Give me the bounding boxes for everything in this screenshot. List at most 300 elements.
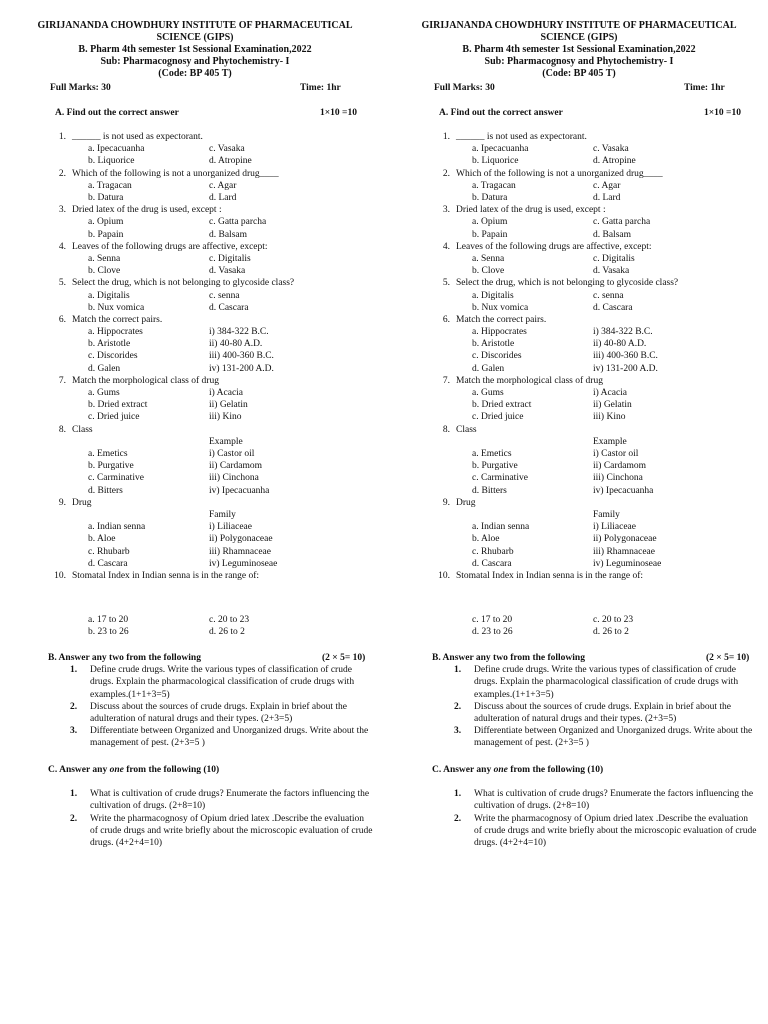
- question: [436, 375, 756, 387]
- option-right: ii) 40-80 A.D.: [209, 339, 263, 350]
- question-number: 8.: [442, 424, 450, 435]
- section-c-item: [432, 813, 757, 850]
- option-right: i) Acacia: [209, 388, 244, 399]
- question-number: 5.: [442, 278, 450, 289]
- item-text: Discuss about the sources of crude drugs. Explain in brief about the adulteration of natural drugs and their types. (2+3=5): [90, 701, 347, 725]
- option-right: d. Atropine: [209, 156, 252, 167]
- section-c-title: [48, 764, 373, 776]
- option-right: d. 26 to 2: [593, 627, 629, 638]
- section-c-item: [48, 788, 373, 812]
- header-line5: (Code: BP 405 T): [158, 68, 232, 79]
- option-right: ii) 40-80 A.D.: [593, 339, 647, 350]
- option-left: b. Papain: [88, 229, 124, 240]
- option-right: i) 384-322 B.C.: [209, 327, 269, 338]
- option-row: [52, 387, 372, 399]
- option-left: a. Opium: [88, 217, 124, 228]
- option-row: [436, 411, 756, 423]
- option-left: b. Nux vomica: [472, 302, 529, 313]
- question-text: Select the drug, which is not belonging to glycoside class?: [456, 278, 679, 289]
- header-line5: (Code: BP 405 T): [542, 68, 616, 79]
- question-number: 3.: [58, 205, 66, 216]
- question-text: Match the morphological class of drug: [456, 375, 603, 386]
- option-left: a. Digitalis: [472, 290, 514, 301]
- option-right: c. senna: [593, 290, 624, 301]
- question: [436, 131, 756, 143]
- option-right: c. senna: [209, 290, 240, 301]
- option-left: d. 23 to 26: [472, 627, 513, 638]
- option-right: iii) Kino: [593, 412, 626, 423]
- option-right: c. Gatta parcha: [209, 217, 267, 228]
- question-number: 9.: [58, 497, 66, 508]
- header-line1: GIRIJANANDA CHOWDHURY INSTITUTE OF PHARMACEUTICAL: [421, 20, 737, 31]
- option-right: c. Vasaka: [209, 144, 245, 155]
- option-right: iii) 400-360 B.C.: [593, 351, 658, 362]
- item-text: Differentiate between Organized and Unorganized drugs. Write about the management of pest. (2+3=5 ): [90, 726, 369, 749]
- option-left: c. Discorides: [472, 351, 522, 362]
- option-row: [52, 411, 372, 423]
- question-list: [436, 131, 756, 582]
- option-left: a. Hippocrates: [88, 327, 143, 338]
- option-row: [52, 546, 372, 558]
- option-right: c. Digitalis: [209, 253, 251, 264]
- option-right: Family: [593, 509, 620, 520]
- option-left: d. Cascara: [88, 558, 128, 569]
- item-text: What is cultivation of crude drugs? Enumerate the factors influencing the cultivation of drugs. (2+8=10): [474, 789, 754, 812]
- option-right: iii) Kino: [209, 412, 242, 423]
- question-number: 5.: [58, 278, 66, 289]
- option-row: [52, 558, 372, 570]
- full-marks: Full Marks: 30: [50, 83, 111, 93]
- option-right: iv) 131-200 A.D.: [593, 363, 658, 374]
- option-left: a. Indian senna: [88, 522, 146, 533]
- option-right: c. Agar: [593, 180, 621, 191]
- question: [52, 241, 372, 253]
- option-left: a. Emetics: [88, 449, 128, 459]
- option-left: b. Aloe: [472, 534, 500, 545]
- option-right: i) Liliaceae: [593, 522, 636, 533]
- option-right: d. Balsam: [209, 229, 247, 240]
- option-right: iv) 131-200 A.D.: [209, 363, 274, 374]
- option-right: d. Balsam: [593, 229, 631, 240]
- question-text: Match the correct pairs.: [456, 314, 547, 325]
- question-number: 7.: [58, 375, 66, 386]
- option-row: [52, 253, 372, 265]
- q10-options: [52, 614, 372, 638]
- option-left: a. 17 to 20: [88, 615, 129, 625]
- section-c-heading-post: from the following (10): [507, 765, 604, 775]
- section-c-item: [432, 788, 757, 812]
- question-number: 3.: [442, 205, 450, 216]
- option-left: a. Senna: [472, 253, 505, 264]
- header-line3: B. Pharm 4th semester 1st Sessional Examination,2022: [462, 44, 696, 55]
- option-row: [436, 350, 756, 362]
- item-text: Write the pharmacognosy of Opium dried latex .Describe the evaluation of crude drugs and write briefly about the microscopic evaluation of crude drugs. (4+2+4=10): [90, 813, 373, 849]
- section-a-heading: A. Find out the correct answer: [439, 108, 563, 118]
- option-row: [52, 509, 372, 521]
- option-right: d. 26 to 2: [209, 627, 245, 638]
- section-c-heading-em: one: [493, 765, 508, 775]
- option-row: [436, 614, 756, 626]
- question-number: 6.: [58, 314, 66, 325]
- exam-time: Time: 1hr: [684, 83, 725, 93]
- item-number: 2.: [70, 813, 78, 824]
- option-right: iii) Cinchona: [209, 473, 259, 484]
- option-left: c. Dried juice: [88, 412, 140, 423]
- option-left: c. Rhubarb: [472, 546, 514, 557]
- question-number: 9.: [442, 497, 450, 508]
- option-row: [52, 448, 372, 460]
- header-line2: SCIENCE (GIPS): [540, 32, 618, 43]
- section-b-heading: B. Answer any two from the following: [48, 653, 201, 663]
- question-text: Drug: [72, 497, 92, 508]
- question: [436, 424, 756, 436]
- question-text: Leaves of the following drugs are affective, except:: [456, 241, 652, 252]
- option-left: b. Aloe: [88, 534, 116, 545]
- option-row: [52, 399, 372, 411]
- exam-time: Time: 1hr: [300, 83, 341, 93]
- option-right: d. Atropine: [593, 156, 636, 167]
- option-left: b. Liquorice: [472, 156, 519, 167]
- option-row: [52, 626, 372, 638]
- option-right: iii) 400-360 B.C.: [209, 351, 274, 362]
- item-number: 1.: [70, 789, 78, 800]
- item-text: Write the pharmacognosy of Opium dried latex .Describe the evaluation of crude drugs and write briefly about the microscopic evaluation of crude drugs. (4+2+4=10): [474, 813, 757, 849]
- option-left: b. Datura: [472, 192, 508, 203]
- item-number: 2.: [454, 701, 462, 712]
- option-row: [52, 143, 372, 155]
- option-row: [52, 472, 372, 484]
- option-right: ii) Cardamom: [209, 461, 263, 472]
- section-a-heading: A. Find out the correct answer: [55, 108, 179, 118]
- option-right: iv) Ipecacuanha: [593, 485, 654, 496]
- section-b: [432, 652, 757, 750]
- option-left: a. Tragacan: [472, 180, 516, 191]
- option-right: c. Gatta parcha: [593, 217, 651, 228]
- option-row: [52, 460, 372, 472]
- option-row: [436, 626, 756, 638]
- option-row: [436, 229, 756, 241]
- section-b-title: [48, 652, 373, 664]
- option-row: [436, 192, 756, 204]
- item-text: What is cultivation of crude drugs? Enumerate the factors influencing the cultivation of drugs. (2+8=10): [90, 789, 370, 812]
- section-a-title: [55, 108, 357, 118]
- option-right: d. Lard: [209, 192, 237, 203]
- option-row: [52, 229, 372, 241]
- option-row: [52, 533, 372, 545]
- option-left: d. Bitters: [88, 485, 123, 496]
- question-number: 4.: [58, 241, 66, 252]
- option-left: a. Hippocrates: [472, 327, 527, 338]
- option-left: a. Digitalis: [88, 290, 130, 301]
- question-number: 8.: [58, 424, 66, 435]
- option-row: [436, 521, 756, 533]
- option-left: a. Emetics: [472, 449, 512, 459]
- item-text: Discuss about the sources of crude drugs. Explain in brief about the adulteration of natural drugs and their types. (2+3=5): [474, 701, 731, 725]
- option-row: [436, 472, 756, 484]
- option-left: b. Clove: [472, 266, 505, 277]
- item-number: 1.: [454, 665, 462, 676]
- option-left: b. 23 to 26: [88, 627, 129, 638]
- section-b-item: [48, 664, 373, 701]
- option-row: [436, 155, 756, 167]
- section-b-item: [48, 725, 373, 749]
- section-c-item: [48, 813, 373, 850]
- option-row: [436, 302, 756, 314]
- question: [436, 204, 756, 216]
- section-b-title: [432, 652, 757, 664]
- question-number: 4.: [442, 241, 450, 252]
- question: [52, 570, 372, 582]
- option-right: iii) Rhamnaceae: [593, 546, 655, 557]
- item-text: Define crude drugs. Write the various types of classification of crude drugs. Explain the pharmacological classification of crude drugs with examples.(1+1+3=5): [474, 665, 739, 700]
- question-text: ______ is not used as expectorant.: [456, 132, 587, 142]
- section-c-heading-pre: C. Answer any: [48, 765, 110, 775]
- option-row: [52, 521, 372, 533]
- option-right: Family: [209, 509, 236, 520]
- option-left: d. Bitters: [472, 485, 507, 496]
- option-row: [436, 180, 756, 192]
- section-a-marks: 1×10 =10: [704, 108, 741, 118]
- option-row: [52, 436, 372, 448]
- item-number: 3.: [70, 726, 78, 737]
- option-left: a. Tragacan: [88, 180, 132, 191]
- question-text: ______ is not used as expectorant.: [72, 132, 203, 142]
- option-row: [436, 509, 756, 521]
- option-right: iii) Cinchona: [593, 473, 643, 484]
- option-row: [436, 546, 756, 558]
- option-right: c. Agar: [209, 180, 237, 191]
- option-row: [436, 338, 756, 350]
- option-row: [436, 290, 756, 302]
- section-c-heading-em: one: [109, 765, 124, 775]
- option-right: i) Castor oil: [209, 449, 255, 459]
- option-left: c. Discorides: [88, 351, 138, 362]
- option-left: b. Papain: [472, 229, 508, 240]
- option-row: [436, 399, 756, 411]
- option-left: c. Dried juice: [472, 412, 524, 423]
- section-b-marks: (2 × 5= 10): [706, 653, 750, 663]
- section-c-heading-post: from the following (10): [123, 765, 220, 775]
- item-text: Differentiate between Organized and Unorganized drugs. Write about the management of pest. (2+3=5 ): [474, 726, 753, 749]
- option-row: [52, 180, 372, 192]
- option-right: ii) Cardamom: [593, 461, 647, 472]
- option-right: ii) Gelatin: [209, 400, 248, 411]
- option-row: [436, 485, 756, 497]
- option-row: [52, 155, 372, 167]
- option-right: iv) Leguminoseae: [593, 558, 662, 569]
- question-text: Which of the following is not a unorganized drug____: [72, 168, 279, 179]
- item-number: 3.: [454, 726, 462, 737]
- option-right: iv) Leguminoseae: [209, 558, 278, 569]
- option-left: b. Aristotle: [88, 339, 131, 350]
- section-b-item: [432, 701, 757, 725]
- section-b-item: [48, 701, 373, 725]
- question: [436, 241, 756, 253]
- option-row: [52, 326, 372, 338]
- option-right: d. Vasaka: [209, 266, 246, 277]
- option-right: ii) Polygonaceae: [209, 534, 273, 545]
- question-number: 7.: [442, 375, 450, 386]
- option-row: [436, 363, 756, 375]
- option-left: b. Dried extract: [88, 400, 148, 411]
- question-text: Which of the following is not a unorganized drug____: [456, 168, 663, 179]
- section-b-marks: (2 × 5= 10): [322, 653, 366, 663]
- question: [436, 497, 756, 509]
- question-number: 2.: [58, 168, 66, 179]
- section-c: [48, 764, 373, 849]
- header-line3: B. Pharm 4th semester 1st Sessional Examination,2022: [78, 44, 312, 55]
- option-row: [436, 265, 756, 277]
- option-left: d. Galen: [472, 363, 505, 374]
- option-right: Example: [209, 436, 243, 447]
- option-right: d. Lard: [593, 192, 621, 203]
- question: [52, 497, 372, 509]
- option-left: b. Datura: [88, 192, 124, 203]
- section-b: [48, 652, 373, 750]
- option-row: [436, 533, 756, 545]
- question: [52, 131, 372, 143]
- option-left: b. Purgative: [88, 461, 134, 472]
- section-c-heading-pre: C. Answer any: [432, 765, 494, 775]
- question: [436, 314, 756, 326]
- option-left: c. 17 to 20: [472, 615, 513, 625]
- question-text: Stomatal Index in Indian senna is in the range of:: [456, 570, 644, 581]
- option-row: [436, 558, 756, 570]
- option-row: [52, 216, 372, 228]
- q10-options: [436, 614, 756, 638]
- option-right: c. 20 to 23: [209, 615, 250, 625]
- question-text: Stomatal Index in Indian senna is in the range of:: [72, 570, 260, 581]
- question-number: 6.: [442, 314, 450, 325]
- option-left: a. Gums: [88, 388, 120, 399]
- question-text: Drug: [456, 497, 476, 508]
- question: [436, 570, 756, 582]
- item-number: 1.: [70, 665, 78, 676]
- header-line4: Sub: Pharmacognosy and Phytochemistry- I: [100, 56, 290, 67]
- option-left: b. Purgative: [472, 461, 518, 472]
- question: [52, 424, 372, 436]
- question-number: 1.: [58, 132, 66, 142]
- question-number: 1.: [442, 132, 450, 142]
- option-row: [52, 338, 372, 350]
- option-row: [436, 253, 756, 265]
- section-c: [432, 764, 757, 849]
- option-right: i) Castor oil: [593, 449, 639, 459]
- question-number: 2.: [442, 168, 450, 179]
- option-row: [52, 265, 372, 277]
- option-right: i) Liliaceae: [209, 522, 252, 533]
- option-left: a. Senna: [88, 253, 121, 264]
- option-left: a. Gums: [472, 388, 504, 399]
- option-row: [52, 363, 372, 375]
- option-right: iii) Rhamnaceae: [209, 546, 271, 557]
- option-right: ii) Polygonaceae: [593, 534, 657, 545]
- option-left: a. Indian senna: [472, 522, 530, 533]
- option-left: a. Ipecacuanha: [472, 144, 529, 155]
- option-right: ii) Gelatin: [593, 400, 632, 411]
- option-left: d. Cascara: [472, 558, 512, 569]
- option-left: b. Aristotle: [472, 339, 515, 350]
- option-right: d. Vasaka: [593, 266, 630, 277]
- question-number: 10.: [438, 570, 450, 581]
- question-list: [52, 131, 372, 582]
- option-left: a. Ipecacuanha: [88, 144, 145, 155]
- question-text: Match the correct pairs.: [72, 314, 163, 325]
- option-left: b. Dried extract: [472, 400, 532, 411]
- option-right: iv) Ipecacuanha: [209, 485, 270, 496]
- item-number: 1.: [454, 789, 462, 800]
- question: [52, 168, 372, 180]
- question-text: Dried latex of the drug is used, except :: [456, 205, 606, 216]
- option-row: [436, 387, 756, 399]
- item-number: 2.: [70, 701, 78, 712]
- option-row: [52, 350, 372, 362]
- section-a-marks: 1×10 =10: [320, 108, 357, 118]
- option-row: [52, 192, 372, 204]
- option-right: c. 20 to 23: [593, 615, 634, 625]
- option-left: c. Carminative: [472, 473, 528, 484]
- question: [52, 314, 372, 326]
- option-right: i) 384-322 B.C.: [593, 327, 653, 338]
- option-right: Example: [593, 436, 627, 447]
- header-line1: GIRIJANANDA CHOWDHURY INSTITUTE OF PHARMACEUTICAL: [37, 20, 353, 31]
- option-left: a. Opium: [472, 217, 508, 228]
- section-b-heading: B. Answer any two from the following: [432, 653, 585, 663]
- question-text: Leaves of the following drugs are affective, except:: [72, 241, 268, 252]
- question-text: Class: [456, 424, 477, 435]
- full-marks: Full Marks: 30: [434, 83, 495, 93]
- option-row: [52, 302, 372, 314]
- question-text: Select the drug, which is not belonging to glycoside class?: [72, 278, 295, 289]
- question: [52, 375, 372, 387]
- option-right: i) Acacia: [593, 388, 628, 399]
- item-text: Define crude drugs. Write the various types of classification of crude drugs. Explain the pharmacological classification of crude drugs with examples.(1+1+3=5): [90, 665, 355, 700]
- exam-header: [14, 20, 376, 80]
- option-left: c. Rhubarb: [88, 546, 130, 557]
- question-text: Class: [72, 424, 93, 435]
- exam-header: [398, 20, 760, 80]
- item-number: 2.: [454, 813, 462, 824]
- question: [436, 277, 756, 289]
- option-right: d. Cascara: [209, 302, 249, 313]
- option-left: b. Liquorice: [88, 156, 135, 167]
- section-b-item: [432, 664, 757, 701]
- question: [436, 168, 756, 180]
- option-row: [436, 436, 756, 448]
- header-line2: SCIENCE (GIPS): [156, 32, 234, 43]
- option-row: [436, 326, 756, 338]
- option-row: [52, 614, 372, 626]
- option-row: [52, 290, 372, 302]
- section-b-item: [432, 725, 757, 749]
- option-right: c. Digitalis: [593, 253, 635, 264]
- header-line4: Sub: Pharmacognosy and Phytochemistry- I: [484, 56, 674, 67]
- option-row: [436, 448, 756, 460]
- question: [52, 204, 372, 216]
- option-left: b. Nux vomica: [88, 302, 145, 313]
- question-number: 10.: [54, 570, 66, 581]
- question-text: Match the morphological class of drug: [72, 375, 219, 386]
- question: [52, 277, 372, 289]
- exam-sheet-right: [384, 0, 768, 1024]
- option-row: [436, 143, 756, 155]
- question-text: Dried latex of the drug is used, except :: [72, 205, 222, 216]
- option-row: [436, 216, 756, 228]
- option-right: d. Cascara: [593, 302, 633, 313]
- option-left: d. Galen: [88, 363, 121, 374]
- section-a-title: [439, 108, 741, 118]
- option-left: c. Carminative: [88, 473, 144, 484]
